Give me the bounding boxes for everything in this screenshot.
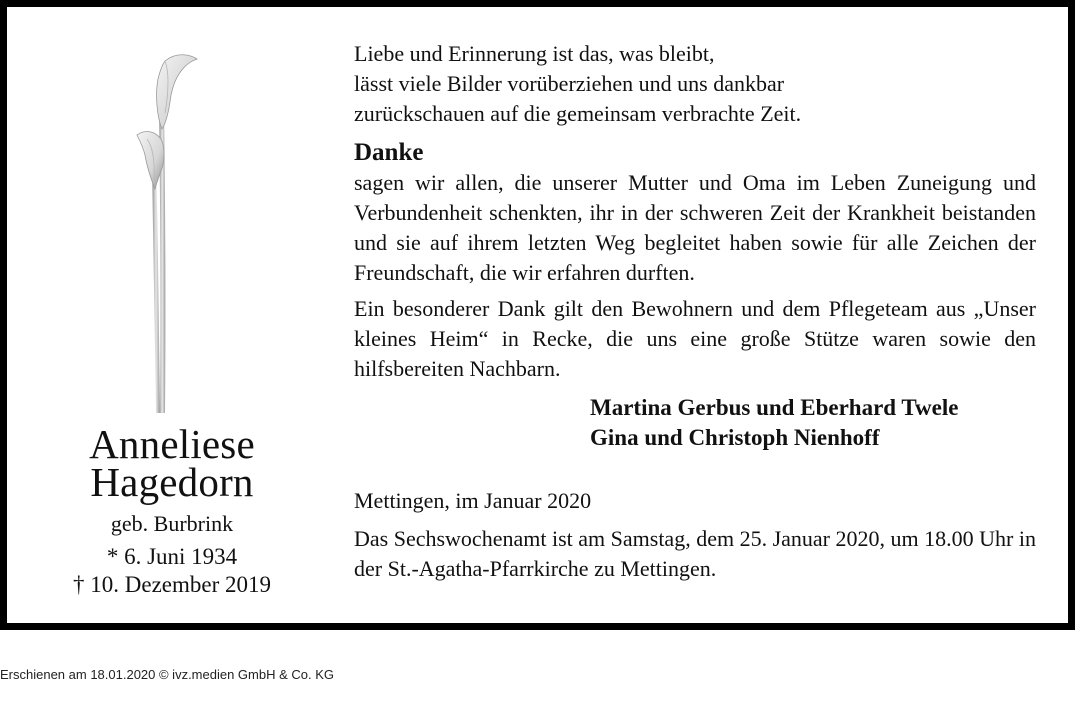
signature-line: Gina und Christoph Nienhoff [590, 425, 880, 450]
place-date: Mettingen, im Januar 2020 [354, 488, 592, 513]
death-date: † 10. Dezember 2019 [73, 572, 271, 597]
verse-line: Liebe und Erinnerung ist das, was bleibt, [354, 41, 715, 66]
special-thanks-paragraph: Ein besonderer Dank gilt den Bewohnern und dem Pflegeteam aus „Unser kleines Heim“ in Recke, die uns eine große Stütze waren sowie den hilfsbereiten Nachbarn. [354, 296, 1036, 381]
deceased-first-name: Anneliese [89, 421, 255, 467]
birth-date: * 6. Juni 1934 [106, 544, 238, 569]
notice-text [354, 39, 1036, 584]
deceased-last-name: Hagedorn [90, 459, 254, 505]
calla-lily-icon [125, 43, 215, 415]
deceased-info [47, 421, 297, 599]
birth-name: geb. Burbrink [110, 511, 234, 536]
service-announcement: Das Sechswochenamt ist am Samstag, dem 25. Januar 2020, um 18.00 Uhr in der St.-Agatha-Pfarrkirche zu Mettingen. [354, 526, 1036, 581]
publication-credit: Erschienen am 18.01.2020 © ivz.medien GmbH & Co. KG [0, 667, 335, 682]
thanks-heading: Danke [354, 139, 424, 166]
signatures [590, 393, 1036, 453]
verse-line: zurückschauen auf die gemeinsam verbrachte Zeit. [354, 101, 802, 126]
verse-line: lässt viele Bilder vorüberziehen und uns dankbar [354, 71, 785, 96]
signature-line: Martina Gerbus und Eberhard Twele [590, 395, 959, 420]
thanks-paragraph: sagen wir allen, die unserer Mutter und Oma im Leben Zuneigung und Verbundenheit schenkten, ihr in der schweren Zeit der Krankheit beistanden und sie auf ihrem letzten Weg begleitet haben sowie für alle Zeichen der Freundschaft, die wir erfahren durften. [354, 170, 1036, 285]
